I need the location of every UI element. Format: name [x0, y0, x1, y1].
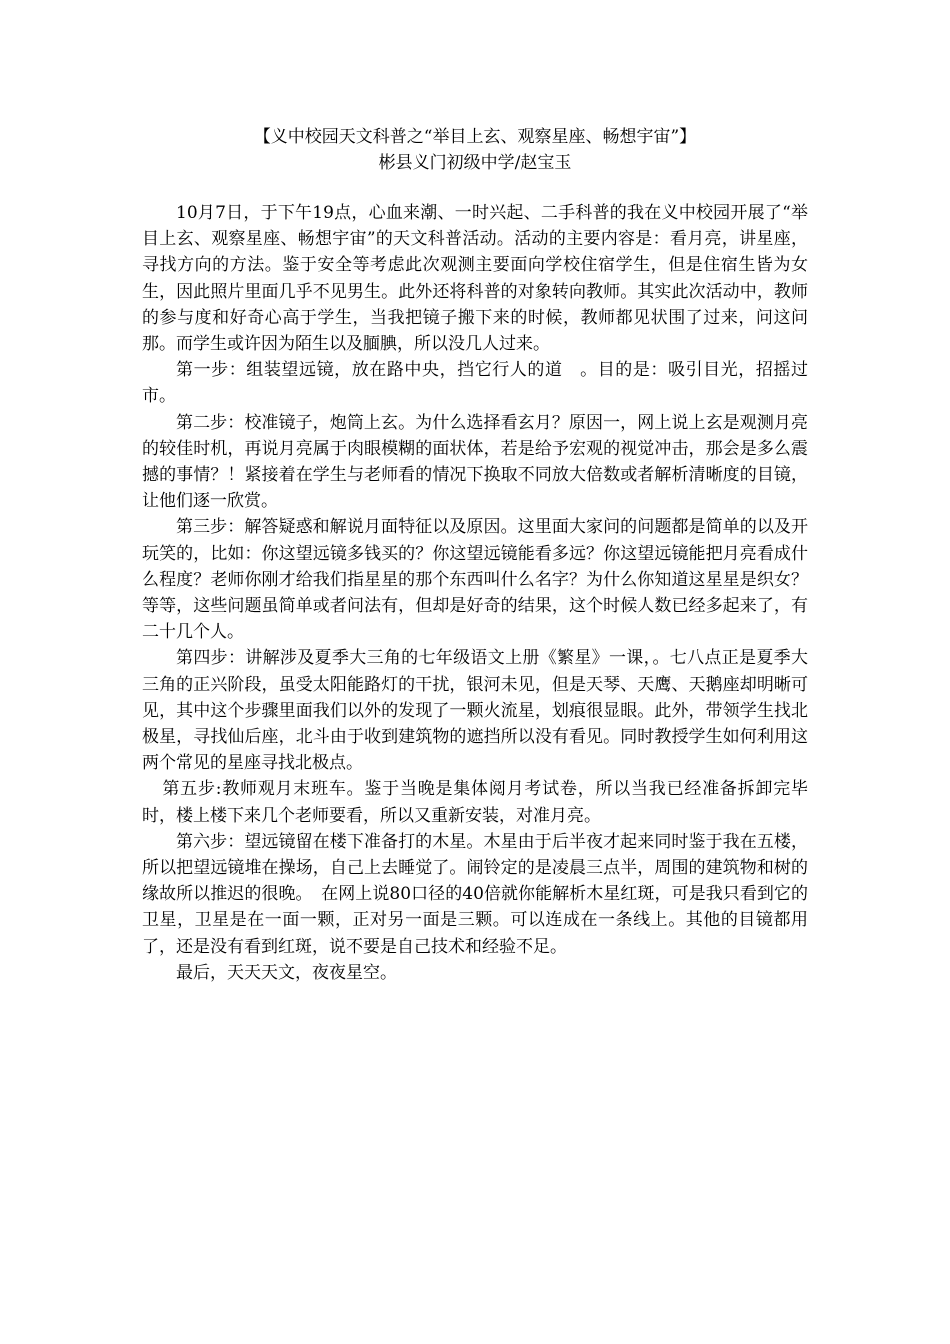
document-header	[142, 124, 808, 176]
document-byline: 彬县义门初级中学/赵宝玉	[378, 153, 572, 173]
paragraph-intro: 10月7日，于下午19点，心血来潮、一时兴起、二手科普的我在义中校园开展了“举目上玄、观察星座、畅想宇宙”的天文科普活动。活动的主要内容是：看月亮，讲星座，寻找方向的方法。鉴于安全等考虑此次观测主要面向学校住宿学生，但是住宿生皆为女生，因此照片里面几乎不见男生。此外还将科普的对象转向教师。其实此次活动中，教师的参与度和好奇心高于学生，当我把镜子搬下来的时候，教师都见状围了过来，问这问那。而学生或许因为陌生以及腼腆，所以没几人过来。	[142, 203, 808, 355]
paragraph-step-5: 第五步:教师观月末班车。鉴于当晚是集体阅月考试卷，所以当我已经准备拆卸完毕时，楼上楼下来几个老师要看，所以又重新安装，对准月亮。	[142, 779, 808, 826]
paragraph-step-2: 第二步：校准镜子，炮筒上玄。为什么选择看玄月？原因一，网上说上玄是观测月亮的较佳时机，再说月亮属于肉眼模糊的面状体，若是给予宏观的视觉冲击，那会是多么震撼的事情？！紧接着在学生与老师看的情况下换取不同放大倍数或者解析清晰度的目镜，让他们逐一欣赏。	[142, 412, 808, 512]
document-body	[142, 200, 808, 986]
paragraph-step-3: 第三步：解答疑惑和解说月面特征以及原因。这里面大家问的问题都是简单的以及开玩笑的，比如：你这望远镜多钱买的？你这望远镜能看多远？你这望远镜能把月亮看成什么程度？老师你刚才给我们指星星的那个东西叫什么名字？为什么你知道这星星是织女？等等，这些问题虽简单或者问法有，但却是好奇的结果，这个时候人数已经多起来了，有二十几个人。	[142, 517, 808, 643]
paragraph-step-4: 第四步：讲解涉及夏季大三角的七年级语文上册《繁星》一课，。七八点正是夏季大三角的正兴阶段，虽受太阳能路灯的干扰，银河未见，但是天琴、天鹰、天鹅座却明晰可见，其中这个步骤里面我们以外的发现了一颗火流星，划痕很显眼。此外，带领学生找北极星，寻找仙后座，北斗由于收到建筑物的遮挡所以没有看见。同时教授学生如何利用这两个常见的星座寻找北极点。	[142, 648, 808, 774]
paragraph-step-1: 第一步：组装望远镜，放在路中央，挡它行人的道 。目的是：吸引目光，招摇过市。	[142, 360, 808, 407]
paragraph-closing: 最后，天天天文，夜夜星空。	[176, 962, 397, 983]
paragraph-step-6: 第六步：望远镜留在楼下准备打的木星。木星由于后半夜才起来同时鉴于我在五楼，所以把望远镜堆在操场，自己上去睡觉了。闹铃定的是凌晨三点半，周围的建筑物和树的缘故所以推迟的很晚。 在网上说80口径的40倍就你能解析木星红斑，可是我只看到它的卫星，卫星是在一面一颗，正对另一面是三颗。可以连成在一条线上。其他的目镜都用了，还是没有看到红斑，说不要是自己技术和经验不足。	[142, 831, 808, 957]
document-title: 【义中校园天文科普之“举目上玄、观察星座、畅想宇宙”】	[253, 127, 697, 147]
